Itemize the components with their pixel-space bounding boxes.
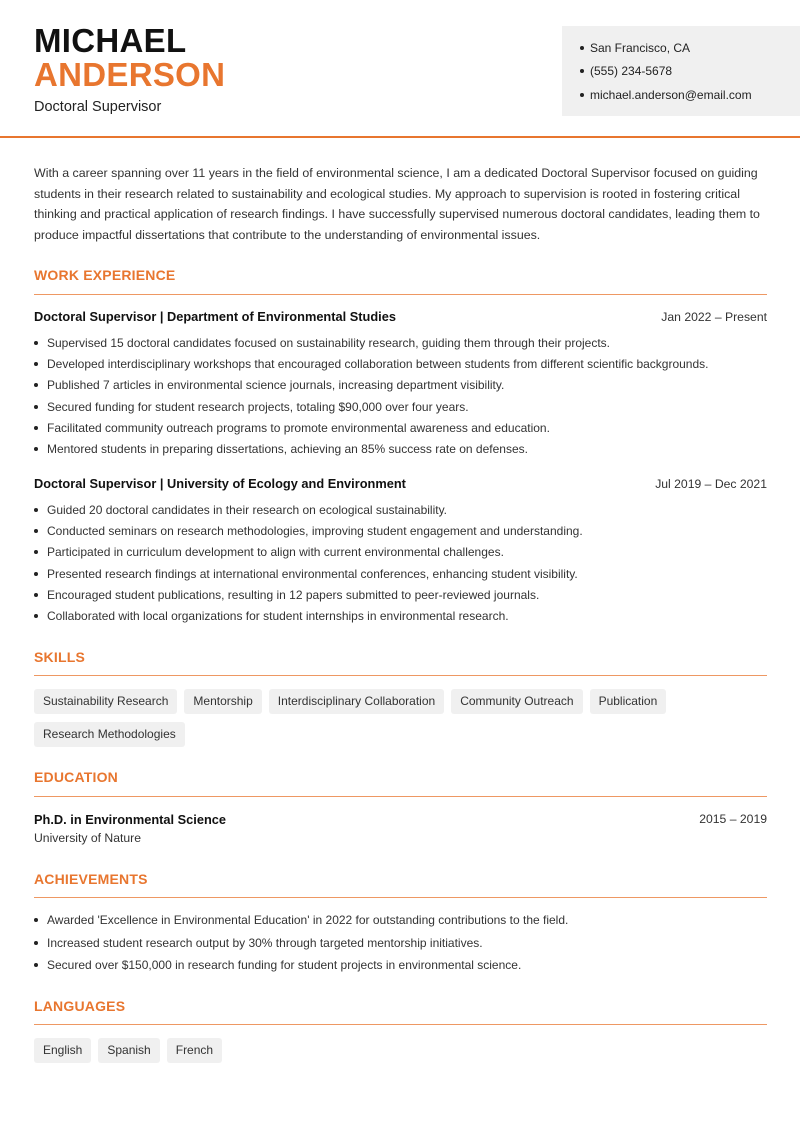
section-divider	[34, 897, 767, 898]
contact-location	[580, 36, 800, 60]
bullet-text: Presented research findings at international environmental conferences, enhancing student visibility.	[47, 566, 578, 581]
section-divider	[34, 796, 767, 797]
job-role: Doctoral Supervisor | Department of Environmental Studies	[34, 309, 396, 324]
section-divider	[34, 1024, 767, 1025]
section-title-languages: LANGUAGES	[34, 998, 126, 1014]
skill-tag: Interdisciplinary Collaboration	[269, 689, 444, 714]
last-name: ANDERSON	[34, 56, 226, 93]
location-text: San Francisco, CA	[590, 40, 691, 55]
bullet-text: Collaborated with local organizations for student internships in environmental research.	[47, 609, 509, 624]
bullet-icon	[34, 941, 38, 945]
first-name: MICHAEL	[34, 22, 187, 59]
list-item	[34, 584, 767, 605]
section-title-work: WORK EXPERIENCE	[34, 267, 176, 283]
bullet-icon	[580, 69, 584, 73]
section-divider	[34, 294, 767, 295]
bullet-icon	[34, 614, 38, 618]
contact-box	[562, 26, 800, 116]
contact-email[interactable]	[580, 83, 800, 107]
education-school: University of Nature	[34, 831, 142, 845]
bullet-text: Participated in curriculum development to align with current environmental challenges.	[47, 545, 504, 560]
job-header	[34, 309, 767, 324]
list-item	[34, 932, 767, 955]
list-item	[34, 332, 767, 353]
list-item	[34, 542, 767, 563]
list-item	[34, 375, 767, 396]
list-item	[34, 605, 767, 626]
bullet-icon	[34, 550, 38, 554]
skill-tag: Community Outreach	[451, 689, 582, 714]
section-divider	[34, 675, 767, 676]
job-dates: Jan 2022 – Present	[661, 310, 767, 324]
list-item	[34, 396, 767, 417]
bullet-text: Secured over $150,000 in research funding for student projects in environmental science.	[47, 958, 522, 973]
language-tag: French	[167, 1038, 222, 1063]
achievements-list	[34, 909, 767, 977]
bullet-text: Secured funding for student research projects, totaling $90,000 over four years.	[47, 399, 469, 414]
skill-tag: Sustainability Research	[34, 689, 177, 714]
bullet-icon	[34, 963, 38, 967]
bullet-icon	[34, 447, 38, 451]
job-header	[34, 476, 767, 491]
list-item	[34, 563, 767, 584]
languages-list	[34, 1038, 767, 1063]
email-text[interactable]: michael.anderson@email.com	[590, 87, 752, 102]
bullet-icon	[580, 46, 584, 50]
bullet-text: Guided 20 doctoral candidates in their research on ecological sustainability.	[47, 502, 448, 517]
section-title-education: EDUCATION	[34, 769, 118, 785]
list-item	[34, 438, 767, 459]
list-item	[34, 520, 767, 541]
list-item	[34, 417, 767, 438]
section-title-achievements: ACHIEVEMENTS	[34, 871, 148, 887]
resume-header	[0, 0, 800, 138]
bullet-icon	[34, 529, 38, 533]
education-degree: Ph.D. in Environmental Science	[34, 812, 227, 827]
job-dates: Jul 2019 – Dec 2021	[655, 477, 767, 491]
contact-phone	[580, 60, 800, 84]
bullet-text: Developed interdisciplinary workshops that encouraged collaboration between students from different scientific backgrounds.	[47, 356, 709, 371]
education-dates: 2015 – 2019	[699, 812, 767, 826]
bullet-text: Awarded 'Excellence in Environmental Education' in 2022 for outstanding contributions to the field.	[47, 913, 569, 928]
language-tag: Spanish	[98, 1038, 159, 1063]
language-tag: English	[34, 1038, 91, 1063]
list-item	[34, 353, 767, 374]
bullet-text: Published 7 articles in environmental science journals, increasing department visibility.	[47, 378, 505, 393]
bullet-icon	[34, 341, 38, 345]
job-bullets	[34, 499, 767, 627]
profile-summary: With a career spanning over 11 years in the field of environmental science, I am a dedicated Doctoral Supervisor focused on guiding students in their research related to sustainability and ecological studies. My approach to supervision is rooted in fostering critical thinking and practical application of research findings. I have successfully supervised numerous doctoral candidates, leading them to produce impactful dissertations that contribute to the understanding of environmental issues.	[34, 166, 760, 243]
job-role: Doctoral Supervisor | University of Ecology and Environment	[34, 476, 406, 491]
phone-text: (555) 234-5678	[590, 64, 673, 79]
list-item	[34, 954, 767, 977]
bullet-text: Supervised 15 doctoral candidates focused on sustainability research, guiding them through their projects.	[47, 335, 610, 350]
bullet-icon	[34, 383, 38, 387]
skill-tag: Publication	[590, 689, 667, 714]
bullet-icon	[34, 918, 38, 922]
bullet-icon	[34, 572, 38, 576]
section-title-skills: SKILLS	[34, 649, 85, 665]
bullet-text: Encouraged student publications, resulting in 12 papers submitted to peer-reviewed journals.	[47, 587, 540, 602]
bullet-icon	[34, 593, 38, 597]
skills-list	[34, 689, 767, 747]
list-item	[34, 499, 767, 520]
skill-tag: Research Methodologies	[34, 722, 185, 747]
job-bullets	[34, 332, 767, 460]
job-title: Doctoral Supervisor	[34, 99, 162, 115]
bullet-icon	[34, 426, 38, 430]
bullet-icon	[34, 405, 38, 409]
bullet-icon	[34, 362, 38, 366]
list-item	[34, 909, 767, 932]
bullet-text: Conducted seminars on research methodologies, improving student engagement and understanding.	[47, 523, 583, 538]
bullet-text: Mentored students in preparing dissertations, achieving an 85% success rate on defenses.	[47, 442, 528, 457]
bullet-icon	[580, 93, 584, 97]
bullet-text: Facilitated community outreach programs to promote environmental awareness and education.	[47, 420, 550, 435]
bullet-text: Increased student research output by 30% through targeted mentorship initiatives.	[47, 935, 483, 950]
skill-tag: Mentorship	[184, 689, 261, 714]
bullet-icon	[34, 508, 38, 512]
